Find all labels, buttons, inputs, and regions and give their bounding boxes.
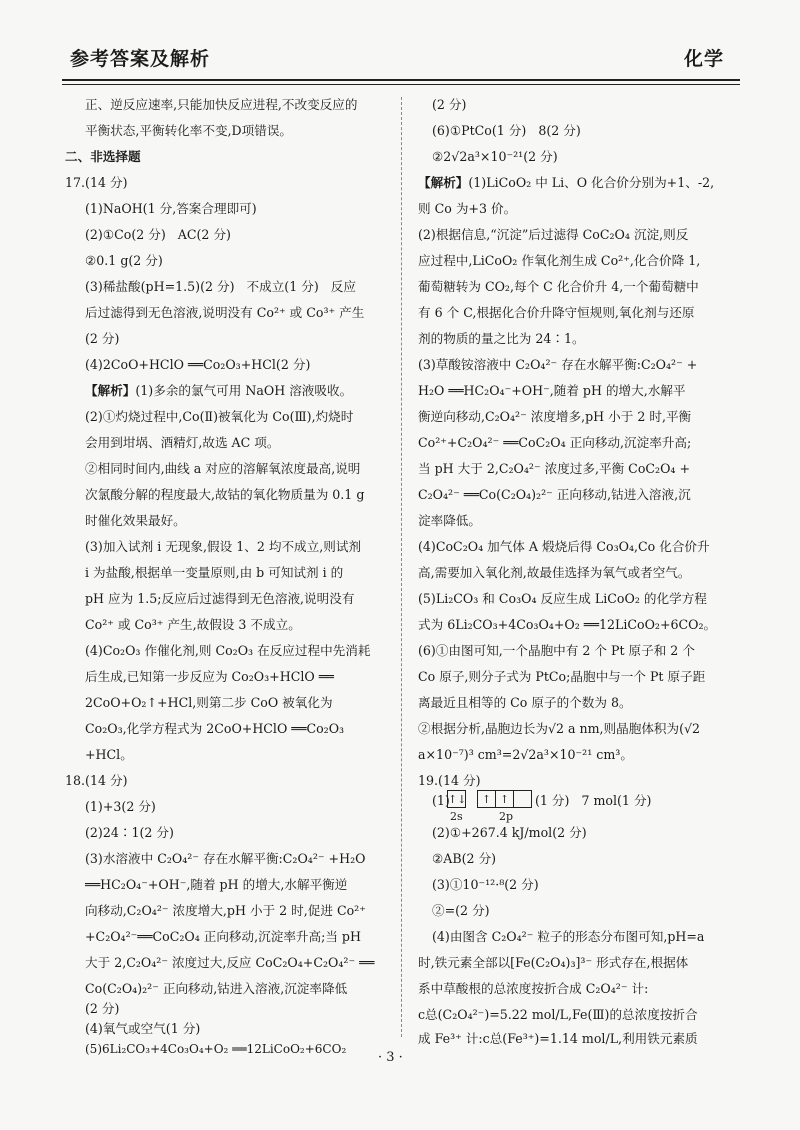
text-line: Co(C₂O₄)₂²⁻ 正向移动,钴进入溶液,沉淀率降低 (85, 981, 348, 996)
text-line: (6)①由图可知,一个晶胞中有 2 个 Pt 原子和 2 个 (418, 643, 695, 658)
text-line: 会用到坩埚、酒精灯,故选 AC 项。 (85, 435, 280, 450)
text-line: ②2√2a³×10⁻²¹(2 分) (432, 149, 558, 164)
question-heading: 18.(14 分) (65, 773, 128, 788)
text-line: (1 分) 7 mol(1 分) (535, 793, 652, 808)
text-line: ②0.1 g(2 分) (85, 253, 163, 268)
text-line: (3)水溶液中 C₂O₄²⁻ 存在水解平衡:C₂O₄²⁻ +H₂O (85, 851, 366, 866)
text-line: +C₂O₄²⁻══CoC₂O₄ 正向移动,沉淀率升高;当 pH (85, 929, 361, 944)
header-title: 参考答案及解析 (70, 48, 211, 70)
text-line: 时催化效果最好。 (85, 513, 186, 528)
text-line: (3)①10⁻¹²·⁸(2 分) (432, 877, 539, 892)
text-line: 时,铁元素全部以[Fe(C₂O₄)₃]³⁻ 形式存在,根据体 (418, 955, 689, 970)
text-line: (2 分) (85, 331, 120, 346)
header-rule-thin (62, 84, 740, 85)
text-line: +HCl。 (85, 747, 133, 762)
text-line: (4)CoC₂O₄ 加气体 A 煅烧后得 Co₃O₄,Co 化合价升 (418, 539, 710, 554)
column-divider (401, 97, 402, 1037)
text-line: 向移动,C₂O₄²⁻ 浓度增大,pH 小于 2 时,促进 Co²⁺ (85, 903, 366, 918)
text-line: ②根据分析,晶胞边长为√2 a nm,则晶胞体积为(√2 (418, 721, 701, 736)
text-line: (4)Co₂O₃ 作催化剂,则 Co₂O₃ 在反应过程中先消耗 (85, 643, 371, 658)
text-line: a×10⁻⁷)³ cm³=2√2a³×10⁻²¹ cm³。 (418, 747, 633, 762)
analysis-text: (1)多余的氯气可用 NaOH 溶液吸收。 (135, 383, 353, 398)
text-line: 剂的物质的量之比为 24∶1。 (418, 331, 585, 346)
text-line: (6)①PtCo(1 分) 8(2 分) (432, 123, 581, 138)
text-line: (1) (432, 793, 450, 808)
text-line: 当 pH 大于 2,C₂O₄²⁻ 浓度过多,平衡 CoC₂O₄ + (418, 461, 691, 476)
orbital-box-2p: ↑ (477, 790, 496, 808)
text-line: ══HC₂O₄⁻+OH⁻,随着 pH 的增大,水解平衡逆 (85, 877, 348, 892)
text-line: 式为 6Li₂CO₃+4Co₃O₄+O₂ ══12LiCoO₂+6CO₂。 (418, 617, 717, 632)
question-heading: 19.(14 分) (418, 773, 481, 788)
text-line: 平衡状态,平衡转化率不变,D项错误。 (85, 123, 293, 138)
orbital-box-2s: ↑↓ (447, 790, 466, 808)
text-line: (1)NaOH(1 分,答案合理即可) (85, 201, 257, 216)
text-line: (4)由图含 C₂O₄²⁻ 粒子的形态分布图可知,pH=a (432, 929, 705, 944)
header-rule-thick (62, 79, 740, 81)
text-line: (1)+3(2 分) (85, 799, 156, 814)
text-line: (2)24∶1(2 分) (85, 825, 174, 840)
text-line: 后生成,已知第一步反应为 Co₂O₃+HClO ══ (85, 669, 334, 684)
text-line: Co²⁺+C₂O₄²⁻ ══CoC₂O₄ 正向移动,沉淀率升高; (418, 435, 692, 450)
text-line: 有 6 个 C,根据化合价升降守恒规则,氧化剂与还原 (418, 305, 695, 320)
orbital-label-2s: 2s (450, 810, 463, 823)
text-line: (2)根据信息,“沉淀”后过滤得 CoC₂O₄ 沉淀,则反 (418, 227, 689, 242)
text-line (85, 382, 352, 400)
analysis-label: 【解析】 (418, 175, 469, 190)
text-line: (2)①Co(2 分) AC(2 分) (85, 227, 231, 242)
orbital-label-2p: 2p (499, 810, 514, 823)
text-line: (2 分) (85, 1001, 120, 1016)
text-line: C₂O₄²⁻ ══Co(C₂O₄)₂²⁻ 正向移动,钴进入溶液,沉 (418, 487, 691, 502)
text-line: (4)氧气或空气(1 分) (85, 1021, 201, 1036)
orbital-box-2p (513, 790, 532, 808)
text-line: 大于 2,C₂O₄²⁻ 浓度过大,反应 CoC₂O₄+C₂O₄²⁻ ══ (85, 955, 375, 970)
text-line: ②AB(2 分) (432, 851, 497, 866)
text-line: (5)6Li₂CO₃+4Co₃O₄+O₂ ══12LiCoO₂+6CO₂ (85, 1042, 347, 1056)
text-line: ②=(2 分) (432, 903, 490, 918)
analysis-text: (1)LiCoO₂ 中 Li、O 化合价分别为+1、-2, (468, 175, 715, 190)
text-line: 成 Fe³⁺ 计:c总(Fe³⁺)=1.14 mol/L,利用铁元素质 (418, 1031, 698, 1046)
section-heading: 二、非选择题 (65, 149, 141, 164)
text-line: (5)Li₂CO₃ 和 Co₃O₄ 反应生成 LiCoO₂ 的化学方程 (418, 591, 707, 606)
text-line: i 为盐酸,根据单一变量原则,由 b 可知试剂 i 的 (85, 565, 344, 580)
text-line: (2)①灼烧过程中,Co(Ⅱ)被氧化为 Co(Ⅲ),灼烧时 (85, 409, 354, 424)
text-line: 2CoO+O₂↑+HCl,则第二步 CoO 被氧化为 (85, 695, 333, 710)
text-line: Co₂O₃,化学方程式为 2CoO+HClO ══Co₂O₃ (85, 721, 345, 736)
text-line: 葡萄糖转为 CO₂,每个 C 化合价升 4,一个葡萄糖中 (418, 279, 699, 294)
text-line: (3)稀盐酸(pH=1.5)(2 分) 不成立(1 分) 反应 (85, 279, 356, 294)
text-line: c总(C₂O₄²⁻)=5.22 mol/L,Fe(Ⅲ)的总浓度按折合 (418, 1007, 698, 1022)
text-line: 衡逆向移动,C₂O₄²⁻ 浓度增多,pH 小于 2 时,平衡 (418, 409, 692, 424)
text-line: (2 分) (432, 97, 467, 112)
text-line: 系中草酸根的总浓度按折合成 C₂O₄²⁻ 计: (418, 981, 649, 996)
text-line: 离最近且相等的 Co 原子的个数为 8。 (418, 695, 632, 710)
text-line: Co 原子,则分子式为 PtCo;晶胞中与一个 Pt 原子距 (418, 669, 706, 684)
text-line: 高,需要加入氧化剂,故最佳选择为氧气或者空气。 (418, 565, 691, 580)
text-line: 次氯酸分解的程度最大,故钴的氧化物质量为 0.1 g (85, 487, 365, 502)
text-line: (2)①+267.4 kJ/mol(2 分) (432, 825, 587, 840)
text-line: 应过程中,LiCoO₂ 作氧化剂生成 Co²⁺,化合价降 1, (418, 253, 701, 268)
analysis-label: 【解析】 (85, 383, 136, 398)
page-number: · 3 · (378, 1050, 403, 1065)
text-line: Co²⁺ 或 Co³⁺ 产生,故假设 3 不成立。 (85, 617, 301, 632)
text-line: (4)2CoO+HClO ══Co₂O₃+HCl(2 分) (85, 357, 311, 372)
text-line: ②相同时间内,曲线 a 对应的溶解氧浓度最高,说明 (85, 461, 361, 476)
orbital-box-2p: ↑ (495, 790, 514, 808)
text-line: 则 Co 为+3 价。 (418, 201, 517, 216)
text-line: H₂O ══HC₂O₄⁻+OH⁻,随着 pH 的增大,水解平 (418, 383, 686, 398)
text-line: 后过滤得到无色溶液,说明没有 Co²⁺ 或 Co³⁺ 产生 (85, 305, 365, 320)
text-line: (3)草酸铵溶液中 C₂O₄²⁻ 存在水解平衡:C₂O₄²⁻ + (418, 357, 698, 372)
text-line: 正、逆反应速率,只能加快反应进程,不改变反应的 (85, 97, 358, 112)
question-heading: 17.(14 分) (65, 175, 128, 190)
text-line (418, 174, 714, 192)
header-subject: 化学 (684, 48, 725, 70)
text-line: pH 应为 1.5;反应后过滤得到无色溶液,说明没有 (85, 591, 355, 606)
text-line: (3)加入试剂 i 无现象,假设 1、2 均不成立,则试剂 (85, 539, 362, 554)
text-line: 淀率降低。 (418, 513, 481, 528)
